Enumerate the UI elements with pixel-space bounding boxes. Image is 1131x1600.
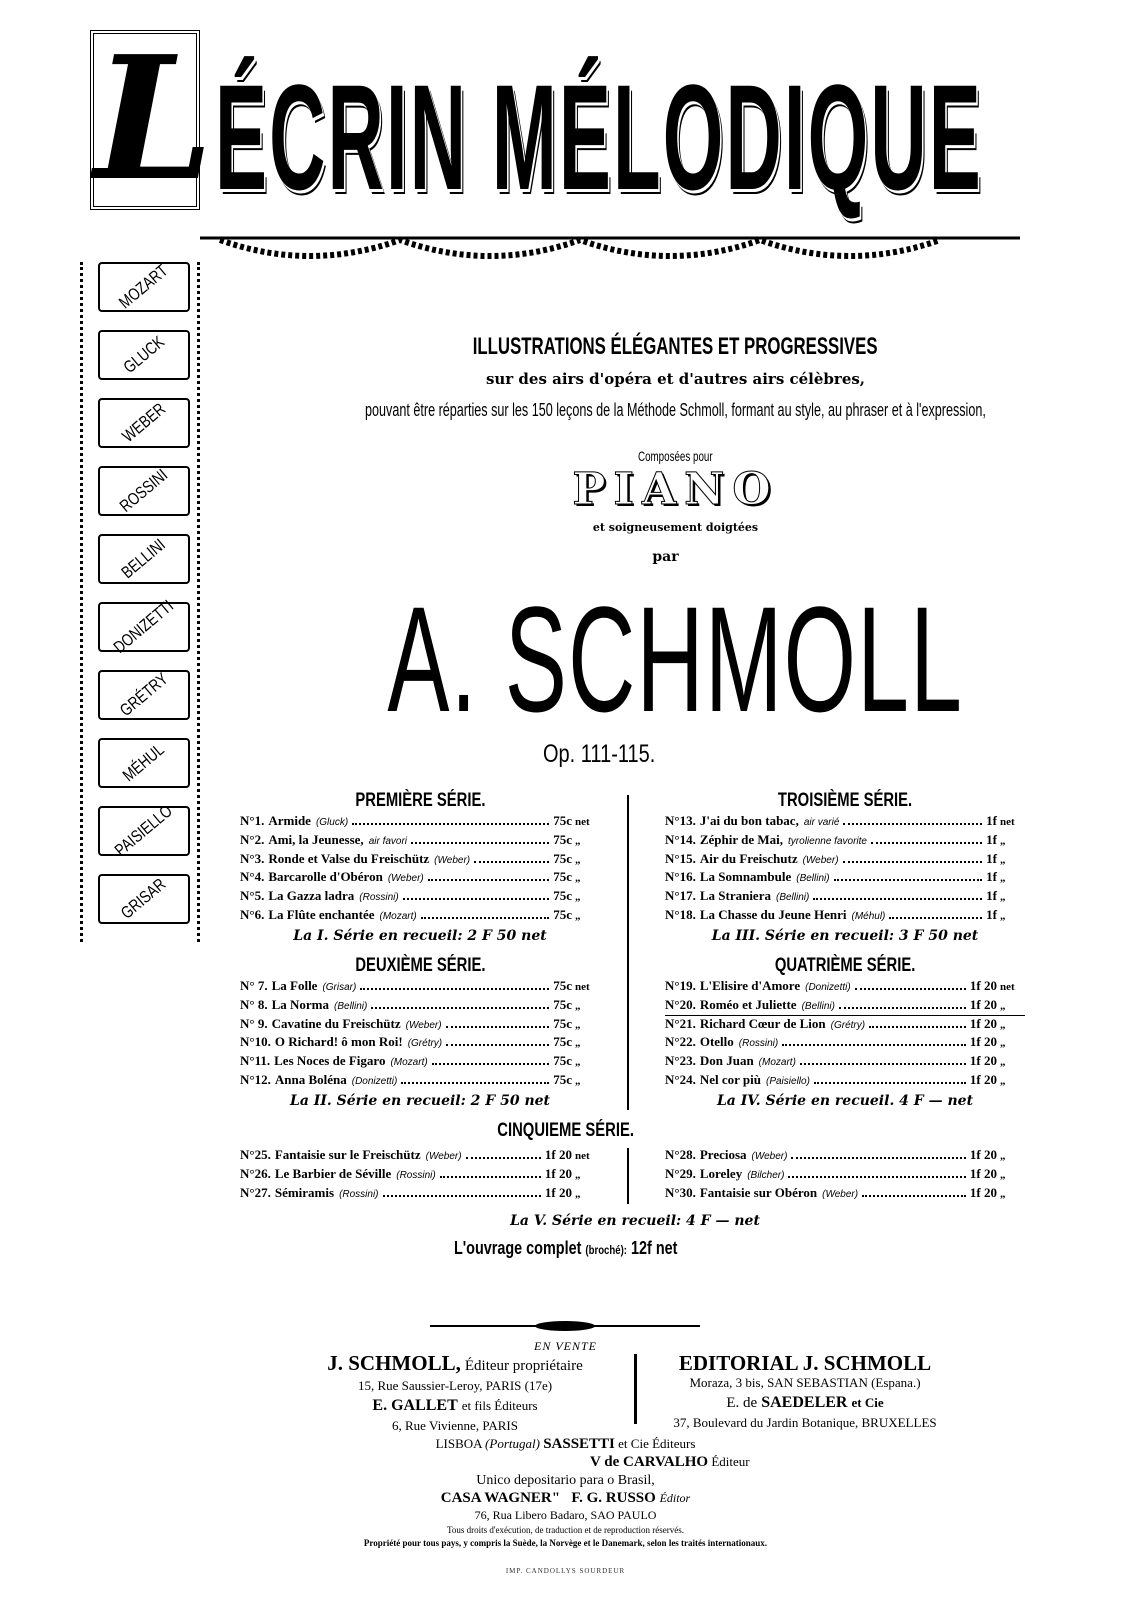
list-item: N°12. Anna Boléna (Donizetti) 75c „ <box>240 1071 581 1087</box>
list-item: N°6. La Flûte enchantée (Mozart) 75c „ <box>240 906 581 922</box>
en-vente-label: EN VENTE <box>533 1339 597 1353</box>
series-recueil-price: La III. Série en recueil: 3 F 50 net <box>711 928 979 944</box>
list-item: N°29. Loreley (Bilcher) 1f 20 „ <box>665 1165 1006 1181</box>
list-item: N°27. Sémiramis (Rossini) 1f 20 „ <box>240 1184 581 1200</box>
list-item: N°14. Zéphir de Mai, tyrolienne favorite 1f „ <box>665 831 1006 847</box>
list-item: N°4. Barcarolle d'Obéron (Weber) 75c „ <box>240 869 581 885</box>
series-5-list-left <box>240 1147 600 1203</box>
list-item: N°3. Ronde et Valse du Freischütz (Weber) 75c „ <box>240 850 581 866</box>
complete-work-price: L'ouvrage complet (broché): 12f net <box>453 1238 678 1258</box>
opus-number: Op. 111-115. <box>543 740 656 768</box>
list-item: N°16. La Somnambule (Bellini) 1f „ <box>665 869 1006 885</box>
decorative-rule <box>430 1320 700 1332</box>
garland-ornament <box>200 232 1020 272</box>
sao-paulo-address: 76, Rua Libero Badaro, SAO PAULO <box>474 1508 657 1522</box>
series-header: PREMIÈRE SÉRIE. <box>354 790 486 811</box>
series-header: TROISIÈME SÉRIE. <box>777 790 913 811</box>
subtitle-line-3: pouvant être réparties sur les 150 leçons de la Méthode Schmoll, formant au style, au phraser et à l'expression, <box>365 400 986 420</box>
series-2-list <box>240 978 600 1091</box>
composer-banner: GRÉTRY <box>115 669 172 721</box>
list-item: N° 8. La Norma (Bellini) 75c „ <box>240 996 581 1012</box>
author-name: A. SCHMOLL <box>387 575 964 743</box>
list-item: N°20. Roméo et Juliette (Bellini) 1f 20 „ <box>665 997 1025 1016</box>
list-item: N°11. Les Noces de Figaro (Mozart) 75c „ <box>240 1053 581 1069</box>
publisher-paris: J. SCHMOLL, Éditeur propriétaire 15, Rue Saussier-Leroy, PARIS (17e) E. GALLET et fils Éditeurs 6, Rue Vivienne, PARIS <box>327 1351 583 1433</box>
series-3-list <box>665 813 1025 926</box>
ornate-initial-l: L <box>90 30 200 210</box>
list-item: N°22. Otello (Rossini) 1f 20 „ <box>665 1034 1006 1050</box>
list-item: N°1. Armide (Gluck) 75c net <box>240 813 590 828</box>
composer-banner: MÉHUL <box>119 740 169 786</box>
column-divider <box>634 1354 637 1424</box>
list-item: N°30. Fantaisie sur Obéron (Weber) 1f 20 „ <box>665 1184 1006 1200</box>
list-item: N°18. La Chasse du Jeune Henri (Méhul) 1f „ <box>665 906 1006 922</box>
composer-banner: GLUCK <box>119 332 168 377</box>
list-item: N°28. Preciosa (Weber) 1f 20 „ <box>665 1147 1006 1162</box>
column-divider <box>627 795 629 1110</box>
list-item: N° 7. La Folle (Grisar) 75c net <box>240 978 590 993</box>
list-item: N°15. Air du Freischutz (Weber) 1f „ <box>665 850 1006 866</box>
publisher-brasil: CASA WAGNER" F. G. RUSSO Éditor <box>440 1490 691 1506</box>
imprint: IMP. CANDOLLYS SOURDEUR <box>505 1567 626 1575</box>
property-notice: Propriété pour tous pays, y compris la Suède, la Norvège et le Danemark, selon les traités internationaux. <box>363 1538 768 1548</box>
composer-banner: MOZART <box>115 260 172 313</box>
series-recueil-price: La II. Série en recueil: 2 F 50 net <box>290 1093 550 1109</box>
list-item: N°2. Ami, la Jeunesse, air favori 75c „ <box>240 831 581 847</box>
series-recueil-price: La IV. Série en recueil. 4 F — net <box>716 1093 974 1109</box>
series-header: QUATRIÈME SÉRIE. <box>774 955 916 976</box>
subtitle-line-2: sur des airs d'opéra et d'autres airs célèbres, <box>485 370 866 388</box>
publisher-carvalho: V de CARVALHO Éditeur <box>590 1454 750 1470</box>
publisher-lisboa: LISBOA (Portugal) SASSETTI et Cie Éditeurs <box>435 1436 696 1452</box>
list-item: N°25. Fantaisie sur le Freischütz (Weber) 1f 20 net <box>240 1147 590 1162</box>
composer-banner: PAISIELLO <box>111 801 177 860</box>
series-header: CINQUIEME SÉRIE. <box>497 1120 634 1141</box>
rights-notice: Tous droits d'exécution, de traduction et de reproduction réservés. <box>447 1525 684 1535</box>
composer-banner: GRISAR <box>117 874 170 923</box>
fingered-note: et soigneusement doigtées <box>592 521 759 534</box>
composer-banner: DONIZETTI <box>110 596 178 657</box>
series-1-list <box>240 813 600 926</box>
series-5-list-right <box>665 1147 1025 1203</box>
composer-banner: BELLINI <box>118 535 170 583</box>
list-item: N°10. O Richard! ô mon Roi! (Grétry) 75c „ <box>240 1034 581 1050</box>
composer-banner: ROSSINI <box>116 465 172 516</box>
list-item: N°21. Richard Cœur de Lion (Grétry) 1f 20 „ <box>665 1015 1006 1031</box>
list-item: N°5. La Gazza ladra (Rossini) 75c „ <box>240 888 581 904</box>
by-label: par <box>652 549 679 565</box>
list-item: N°13. J'ai du bon tabac, air varié 1f net <box>665 813 1015 828</box>
brasil-depositary: Unico depositario para o Brasil, <box>476 1473 655 1488</box>
list-item: N°19. L'Elisire d'Amore (Donizetti) 1f 20 net <box>665 978 1015 993</box>
series-4-list <box>665 978 1025 1091</box>
series-recueil-price: La I. Série en recueil: 2 F 50 net <box>293 928 547 944</box>
column-divider <box>627 1148 629 1204</box>
subtitle: ILLUSTRATIONS ÉLÉGANTES ET PROGRESSIVES <box>473 333 878 360</box>
list-item: N°23. Don Juan (Mozart) 1f 20 „ <box>665 1053 1006 1069</box>
main-title: ÉCRIN MÉLODIQUE <box>215 53 983 221</box>
list-item: N°17. La Straniera (Bellini) 1f „ <box>665 888 1006 904</box>
instrument: PIANO <box>572 464 779 515</box>
series-header: DEUXIÈME SÉRIE. <box>354 955 486 976</box>
publisher-spain-belgium: EDITORIAL J. SCHMOLL Moraza, 3 bis, SAN SEBASTIAN (Espana.) E. de SAEDELER et Cie 37, Boulevard du Jardin Botanique, BRUXELLES <box>673 1351 937 1430</box>
list-item: N°24. Nel cor più (Paisiello) 1f 20 „ <box>665 1071 1006 1087</box>
series-recueil-price: La V. Série en recueil: 4 F — net <box>510 1213 760 1229</box>
list-item: N°26. Le Barbier de Séville (Rossini) 1f 20 „ <box>240 1165 581 1181</box>
composer-banner: WEBER <box>118 399 169 446</box>
composed-for: Composées pour <box>638 448 713 464</box>
list-item: N° 9. Cavatine du Freischütz (Weber) 75c „ <box>240 1015 581 1031</box>
